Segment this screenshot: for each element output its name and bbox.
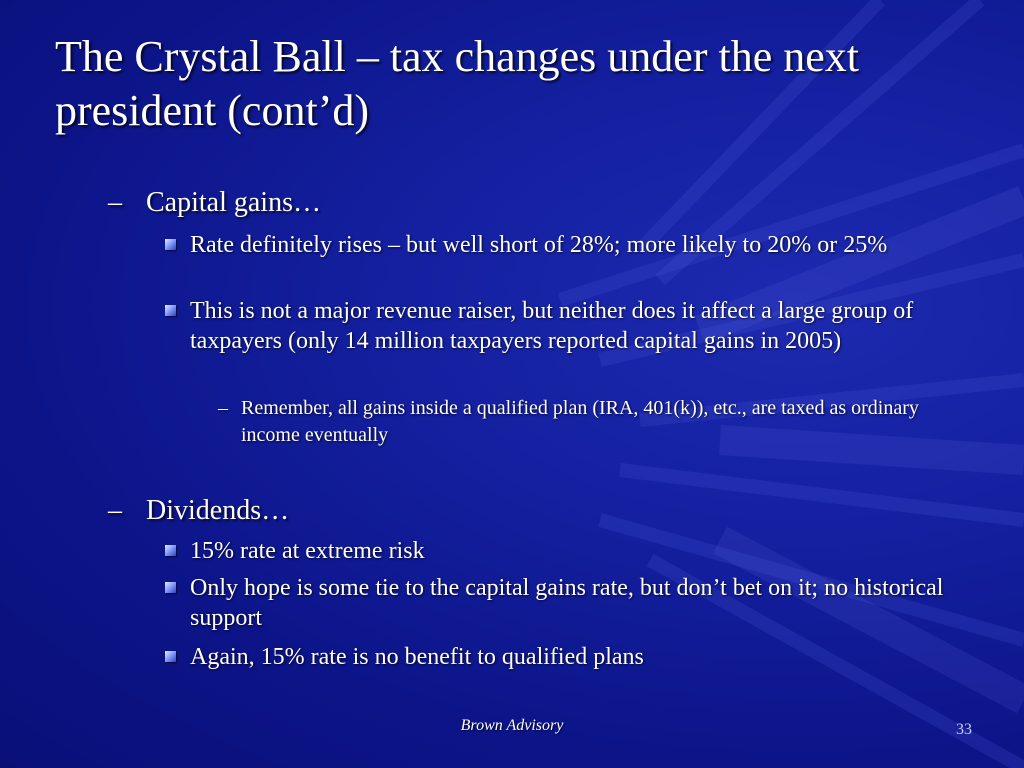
bullet-item (165, 230, 965, 260)
section-capital-gains (108, 186, 321, 220)
square-bullet-icon (165, 239, 176, 250)
bullet-text: Rate definitely rises – but well short of 28%; more likely to 20% or 25% (190, 232, 888, 258)
bullet-item (165, 536, 965, 566)
footer-text: Brown Advisory (460, 717, 564, 734)
page-number: 33 (956, 721, 972, 738)
bullet-item (165, 642, 965, 672)
section-dividends (108, 494, 289, 528)
bullet-item (165, 296, 965, 356)
sub-bullet-text: Remember, all gains inside a qualified plan (IRA, 401(k)), etc., are taxed as ordinary income eventually (241, 397, 919, 446)
bullet-text: 15% rate at extreme risk (190, 538, 425, 564)
dash-marker: – (108, 187, 122, 218)
section-heading: Capital gains… (146, 187, 321, 218)
bullet-text: This is not a major revenue raiser, but neither does it affect a large group of taxpayers (only 14 million taxpayers reported capital gains in 2005) (190, 298, 914, 354)
dash-marker: – (108, 495, 122, 526)
slide-title: The Crystal Ball – tax changes under the next president (cont’d) (55, 32, 859, 135)
bullet-text: Again, 15% rate is no benefit to qualified plans (190, 644, 644, 670)
square-bullet-icon (165, 582, 176, 593)
sub-bullet-item (218, 395, 938, 449)
bullet-item (165, 573, 965, 633)
square-bullet-icon (165, 651, 176, 662)
bullet-text: Only hope is some tie to the capital gains rate, but don’t bet on it; no historical support (190, 575, 944, 631)
dash-marker: – (218, 397, 228, 419)
square-bullet-icon (165, 305, 176, 316)
section-heading: Dividends… (146, 495, 290, 526)
square-bullet-icon (165, 545, 176, 556)
